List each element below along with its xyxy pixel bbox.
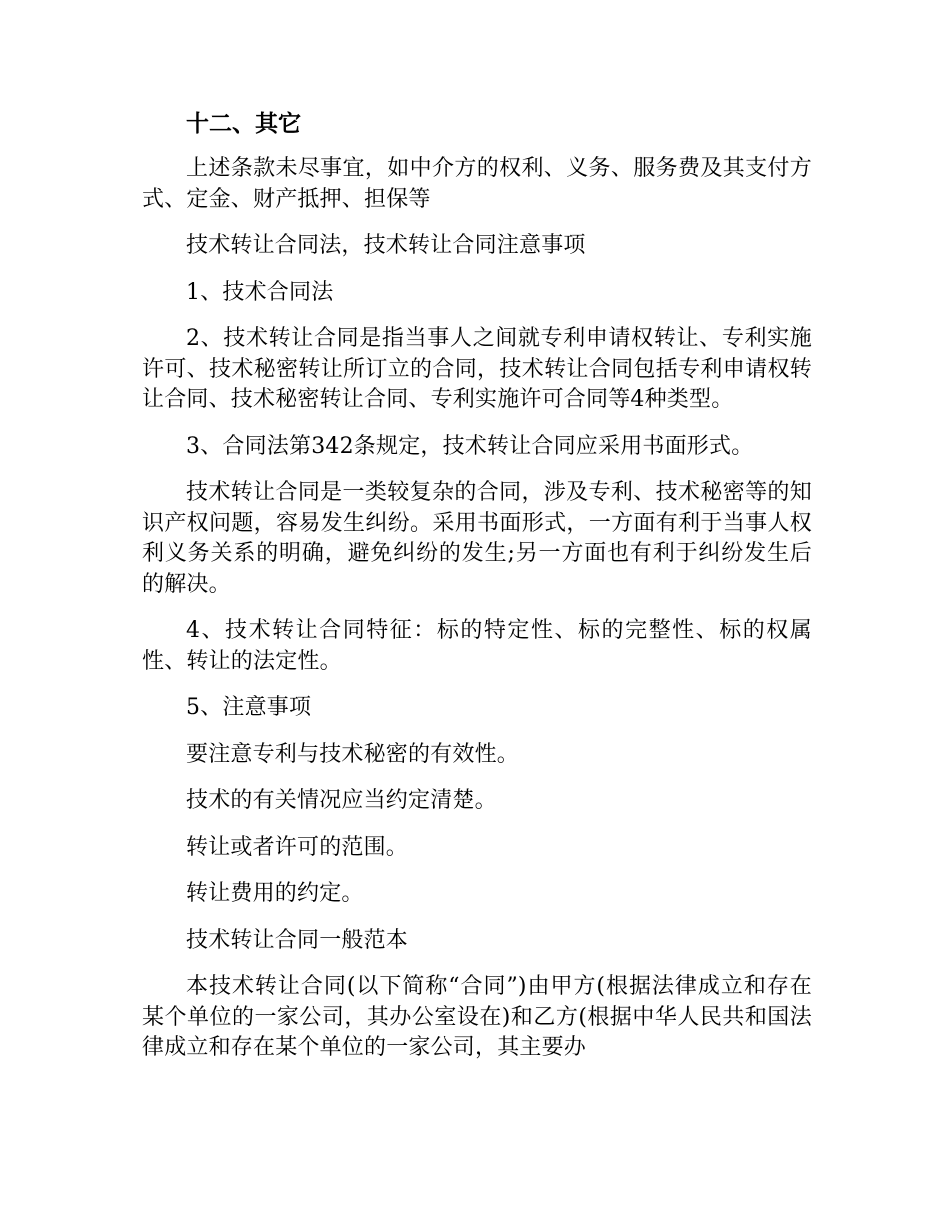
section-heading: 十二、其它 [186, 111, 301, 137]
document-page [142, 108, 812, 1080]
paragraph-2: 技术转让合同法，技术转让合同注意事项 [186, 233, 586, 258]
paragraph-13: 技术转让合同一般范本 [186, 927, 409, 953]
paragraph-3: 1、技术合同法 [186, 279, 334, 305]
paragraph-10: 技术的有关情况应当约定清楚。 [186, 788, 497, 813]
paragraph-1: 上述条款未尽事宜，如中介方的权利、义务、服务费及其支付方式、定金、财产抵押、担保等 [142, 156, 812, 212]
paragraph-11: 转让或者许可的范围。 [186, 834, 409, 860]
paragraph-5: 3、合同法第342条规定，技术转让合同应采用书面形式。 [186, 433, 754, 459]
paragraph-14: 本技术转让合同(以下简称“合同”)由甲方(根据法律成立和存在某个单位的一家公司，其办公室设在)和乙方(根据中华人民共和国法律成立和存在某个单位的一家公司，其主要办 [142, 974, 812, 1060]
paragraph-12: 转让费用的约定。 [186, 881, 364, 906]
paragraph-9: 要注意专利与技术秘密的有效性。 [186, 741, 520, 767]
paragraph-8: 5、注意事项 [186, 695, 312, 720]
paragraph-7: 4、技术转让合同特征：标的特定性、标的完整性、标的权属性、转让的法定性。 [142, 618, 812, 674]
paragraph-6: 技术转让合同是一类较复杂的合同，涉及专利、技术秘密等的知识产权问题，容易发生纠纷。采用书面形式，一方面有利于当事人权利义务关系的明确，避免纠纷的发生;另一方面也有利于纠纷发生后的解决。 [142, 480, 812, 597]
paragraph-4: 2、技术转让合同是指当事人之间就专利申请权转让、专利实施许可、技术秘密转让所订立的合同，技术转让合同包括专利申请权转让合同、技术秘密转让合同、专利实施许可合同等4种类型。 [142, 326, 812, 412]
